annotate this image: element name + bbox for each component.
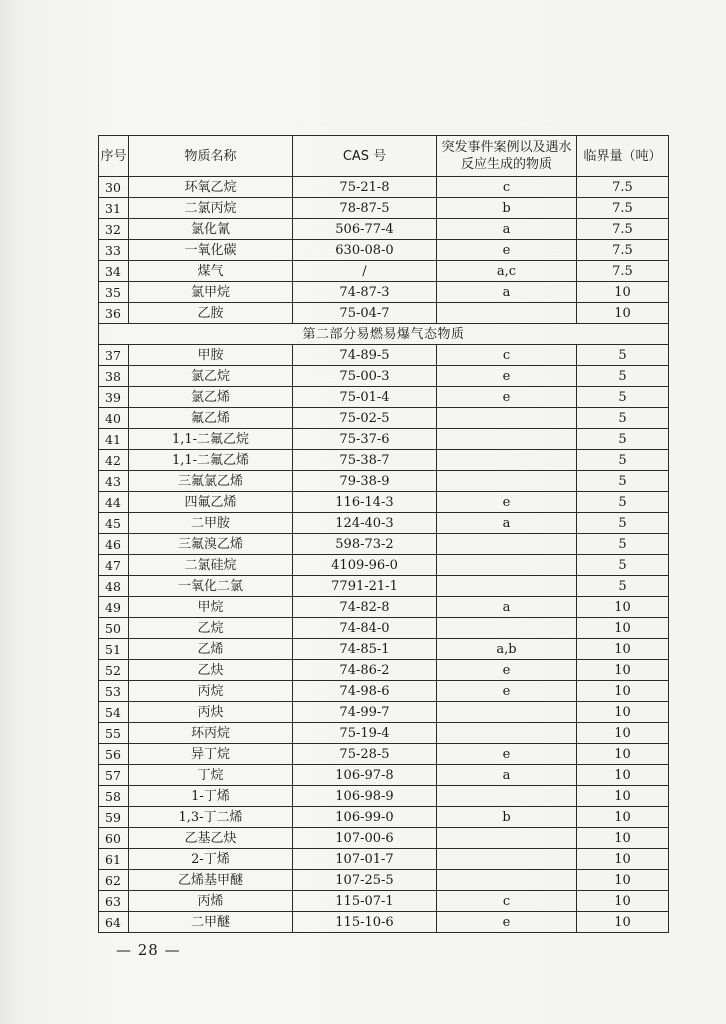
cell-case — [437, 303, 577, 324]
cell-cas: 106-98-9 — [293, 786, 437, 807]
cell-index: 62 — [99, 870, 129, 891]
cell-name: 甲胺 — [129, 345, 293, 366]
cell-cas: 4109-96-0 — [293, 555, 437, 576]
cell-name: 丙烷 — [129, 681, 293, 702]
cell-cas: 75-04-7 — [293, 303, 437, 324]
cell-cas: 7791-21-1 — [293, 576, 437, 597]
cell-name: 乙基乙炔 — [129, 828, 293, 849]
part2-rows — [99, 345, 669, 933]
cell-index: 52 — [99, 660, 129, 681]
table-row — [99, 807, 669, 828]
cell-limit: 10 — [577, 723, 669, 744]
cell-name: 氯化氰 — [129, 219, 293, 240]
table-row — [99, 597, 669, 618]
cell-case — [437, 429, 577, 450]
cell-case — [437, 618, 577, 639]
cell-cas: 75-21-8 — [293, 177, 437, 198]
cell-limit: 10 — [577, 618, 669, 639]
cell-case: e — [437, 744, 577, 765]
cell-limit: 7.5 — [577, 261, 669, 282]
cell-index: 37 — [99, 345, 129, 366]
cell-cas: 74-89-5 — [293, 345, 437, 366]
cell-name: 氯乙烷 — [129, 366, 293, 387]
cell-name: 一氧化二氯 — [129, 576, 293, 597]
cell-case: a — [437, 597, 577, 618]
table-row — [99, 450, 669, 471]
table-row — [99, 429, 669, 450]
table-row — [99, 492, 669, 513]
table-row — [99, 471, 669, 492]
cell-cas: 74-85-1 — [293, 639, 437, 660]
cell-limit: 10 — [577, 786, 669, 807]
table-row — [99, 849, 669, 870]
table-row — [99, 576, 669, 597]
cell-cas: 79-38-9 — [293, 471, 437, 492]
cell-limit: 10 — [577, 639, 669, 660]
cell-cas: 506-77-4 — [293, 219, 437, 240]
cell-index: 63 — [99, 891, 129, 912]
cell-name: 二甲胺 — [129, 513, 293, 534]
cell-index: 30 — [99, 177, 129, 198]
cell-index: 54 — [99, 702, 129, 723]
table-row — [99, 198, 669, 219]
cell-index: 40 — [99, 408, 129, 429]
cell-case — [437, 576, 577, 597]
cell-limit: 7.5 — [577, 198, 669, 219]
cell-case: e — [437, 681, 577, 702]
page-number: — 28 — — [116, 941, 181, 959]
table-row — [99, 660, 669, 681]
substance-table-container — [98, 135, 668, 933]
cell-cas: 115-10-6 — [293, 912, 437, 933]
cell-case: e — [437, 660, 577, 681]
cell-name: 1,1-二氟乙烷 — [129, 429, 293, 450]
cell-name: 二氯硅烷 — [129, 555, 293, 576]
cell-case: a,c — [437, 261, 577, 282]
table-row — [99, 723, 669, 744]
table-row — [99, 534, 669, 555]
cell-index: 34 — [99, 261, 129, 282]
cell-limit: 5 — [577, 429, 669, 450]
cell-case: a,b — [437, 639, 577, 660]
cell-index: 32 — [99, 219, 129, 240]
table-row — [99, 744, 669, 765]
table-row — [99, 555, 669, 576]
cell-limit: 10 — [577, 891, 669, 912]
cell-cas: 74-82-8 — [293, 597, 437, 618]
cell-index: 58 — [99, 786, 129, 807]
cell-cas: 75-28-5 — [293, 744, 437, 765]
cell-name: 氟乙烯 — [129, 408, 293, 429]
cell-cas: 75-02-5 — [293, 408, 437, 429]
table-row — [99, 345, 669, 366]
cell-name: 氯甲烷 — [129, 282, 293, 303]
cell-case: e — [437, 387, 577, 408]
cell-index: 57 — [99, 765, 129, 786]
cell-limit: 10 — [577, 744, 669, 765]
cell-cas: 107-00-6 — [293, 828, 437, 849]
cell-index: 53 — [99, 681, 129, 702]
cell-limit: 10 — [577, 765, 669, 786]
cell-case — [437, 786, 577, 807]
cell-name: 氯乙烯 — [129, 387, 293, 408]
cell-index: 64 — [99, 912, 129, 933]
cell-limit: 5 — [577, 534, 669, 555]
cell-limit: 10 — [577, 828, 669, 849]
table-row — [99, 261, 669, 282]
section-title: 第二部分易燃易爆气态物质 — [99, 324, 669, 345]
cell-index: 59 — [99, 807, 129, 828]
cell-index: 51 — [99, 639, 129, 660]
part1-rows — [99, 177, 669, 324]
cell-index: 56 — [99, 744, 129, 765]
cell-case — [437, 849, 577, 870]
cell-index: 45 — [99, 513, 129, 534]
cell-case: e — [437, 492, 577, 513]
table-row — [99, 891, 669, 912]
cell-index: 41 — [99, 429, 129, 450]
table-row — [99, 765, 669, 786]
cell-index: 46 — [99, 534, 129, 555]
cell-limit: 10 — [577, 660, 669, 681]
cell-name: 丁烷 — [129, 765, 293, 786]
cell-name: 2-丁烯 — [129, 849, 293, 870]
cell-limit: 10 — [577, 870, 669, 891]
cell-cas: 74-99-7 — [293, 702, 437, 723]
table-row — [99, 513, 669, 534]
table-row — [99, 618, 669, 639]
cell-name: 乙烯 — [129, 639, 293, 660]
cell-case: a — [437, 765, 577, 786]
header-limit: 临界量（吨） — [577, 136, 669, 177]
cell-name: 乙炔 — [129, 660, 293, 681]
cell-limit: 5 — [577, 366, 669, 387]
cell-limit: 7.5 — [577, 240, 669, 261]
header-name: 物质名称 — [129, 136, 293, 177]
cell-limit: 10 — [577, 807, 669, 828]
table-row — [99, 366, 669, 387]
cell-case: c — [437, 891, 577, 912]
cell-index: 55 — [99, 723, 129, 744]
cell-cas: 78-87-5 — [293, 198, 437, 219]
cell-cas: 107-01-7 — [293, 849, 437, 870]
header-case: 突发事件案例以及遇水反应生成的物质 — [437, 136, 577, 177]
header-cas: CAS 号 — [293, 136, 437, 177]
table-row — [99, 639, 669, 660]
header-index: 序号 — [99, 136, 129, 177]
cell-name: 二氯丙烷 — [129, 198, 293, 219]
table-header-row — [99, 136, 669, 177]
table-row — [99, 681, 669, 702]
cell-index: 48 — [99, 576, 129, 597]
cell-limit: 10 — [577, 702, 669, 723]
cell-cas: 75-01-4 — [293, 387, 437, 408]
cell-case: a — [437, 282, 577, 303]
cell-name: 乙烷 — [129, 618, 293, 639]
cell-name: 环氧乙烷 — [129, 177, 293, 198]
table-row — [99, 912, 669, 933]
table-row — [99, 702, 669, 723]
cell-name: 乙烯基甲醚 — [129, 870, 293, 891]
cell-case — [437, 450, 577, 471]
cell-name: 三氟氯乙烯 — [129, 471, 293, 492]
cell-name: 甲烷 — [129, 597, 293, 618]
cell-name: 四氟乙烯 — [129, 492, 293, 513]
cell-name: 二甲醚 — [129, 912, 293, 933]
cell-case: b — [437, 807, 577, 828]
cell-limit: 10 — [577, 303, 669, 324]
cell-name: 三氟溴乙烯 — [129, 534, 293, 555]
cell-index: 38 — [99, 366, 129, 387]
cell-index: 49 — [99, 597, 129, 618]
cell-name: 异丁烷 — [129, 744, 293, 765]
cell-limit: 10 — [577, 597, 669, 618]
cell-case: a — [437, 219, 577, 240]
cell-case: e — [437, 912, 577, 933]
cell-limit: 10 — [577, 912, 669, 933]
cell-index: 42 — [99, 450, 129, 471]
table-row — [99, 786, 669, 807]
table-row — [99, 870, 669, 891]
cell-index: 33 — [99, 240, 129, 261]
cell-cas: 74-84-0 — [293, 618, 437, 639]
cell-limit: 10 — [577, 681, 669, 702]
cell-cas: 124-40-3 — [293, 513, 437, 534]
cell-cas: / — [293, 261, 437, 282]
cell-index: 44 — [99, 492, 129, 513]
cell-name: 1,1-二氟乙烯 — [129, 450, 293, 471]
cell-limit: 7.5 — [577, 177, 669, 198]
cell-index: 35 — [99, 282, 129, 303]
cell-cas: 115-07-1 — [293, 891, 437, 912]
cell-limit: 5 — [577, 555, 669, 576]
cell-limit: 5 — [577, 513, 669, 534]
cell-index: 60 — [99, 828, 129, 849]
cell-name: 乙胺 — [129, 303, 293, 324]
cell-case — [437, 723, 577, 744]
table-row — [99, 408, 669, 429]
table-row — [99, 282, 669, 303]
cell-cas: 74-87-3 — [293, 282, 437, 303]
cell-case: e — [437, 366, 577, 387]
cell-name: 一氧化碳 — [129, 240, 293, 261]
cell-name: 环丙烷 — [129, 723, 293, 744]
cell-index: 31 — [99, 198, 129, 219]
cell-index: 36 — [99, 303, 129, 324]
cell-name: 1-丁烯 — [129, 786, 293, 807]
cell-case: c — [437, 345, 577, 366]
cell-limit: 5 — [577, 408, 669, 429]
cell-index: 43 — [99, 471, 129, 492]
cell-name: 丙烯 — [129, 891, 293, 912]
table-row — [99, 303, 669, 324]
cell-case — [437, 828, 577, 849]
cell-limit: 10 — [577, 849, 669, 870]
cell-cas: 598-73-2 — [293, 534, 437, 555]
cell-index: 39 — [99, 387, 129, 408]
cell-case — [437, 471, 577, 492]
cell-cas: 106-97-8 — [293, 765, 437, 786]
cell-name: 煤气 — [129, 261, 293, 282]
cell-cas: 116-14-3 — [293, 492, 437, 513]
cell-limit: 7.5 — [577, 219, 669, 240]
substance-table — [98, 135, 669, 933]
cell-limit: 5 — [577, 387, 669, 408]
cell-index: 50 — [99, 618, 129, 639]
cell-cas: 74-86-2 — [293, 660, 437, 681]
section-row-group — [99, 324, 669, 345]
cell-case — [437, 702, 577, 723]
cell-limit: 5 — [577, 492, 669, 513]
section-row — [99, 324, 669, 345]
cell-case: c — [437, 177, 577, 198]
table-row — [99, 219, 669, 240]
table-row — [99, 240, 669, 261]
cell-cas: 75-37-6 — [293, 429, 437, 450]
cell-case — [437, 870, 577, 891]
cell-case: b — [437, 198, 577, 219]
cell-cas: 74-98-6 — [293, 681, 437, 702]
cell-cas: 75-00-3 — [293, 366, 437, 387]
cell-cas: 106-99-0 — [293, 807, 437, 828]
cell-cas: 75-38-7 — [293, 450, 437, 471]
cell-case — [437, 555, 577, 576]
cell-case: e — [437, 240, 577, 261]
table-row — [99, 828, 669, 849]
table-row — [99, 177, 669, 198]
cell-limit: 10 — [577, 282, 669, 303]
cell-index: 47 — [99, 555, 129, 576]
cell-cas: 630-08-0 — [293, 240, 437, 261]
cell-name: 1,3-丁二烯 — [129, 807, 293, 828]
cell-limit: 5 — [577, 345, 669, 366]
cell-case — [437, 408, 577, 429]
table-row — [99, 387, 669, 408]
cell-case — [437, 534, 577, 555]
cell-limit: 5 — [577, 576, 669, 597]
cell-limit: 5 — [577, 471, 669, 492]
cell-cas: 75-19-4 — [293, 723, 437, 744]
cell-name: 丙炔 — [129, 702, 293, 723]
cell-limit: 5 — [577, 450, 669, 471]
cell-cas: 107-25-5 — [293, 870, 437, 891]
cell-case: a — [437, 513, 577, 534]
cell-index: 61 — [99, 849, 129, 870]
